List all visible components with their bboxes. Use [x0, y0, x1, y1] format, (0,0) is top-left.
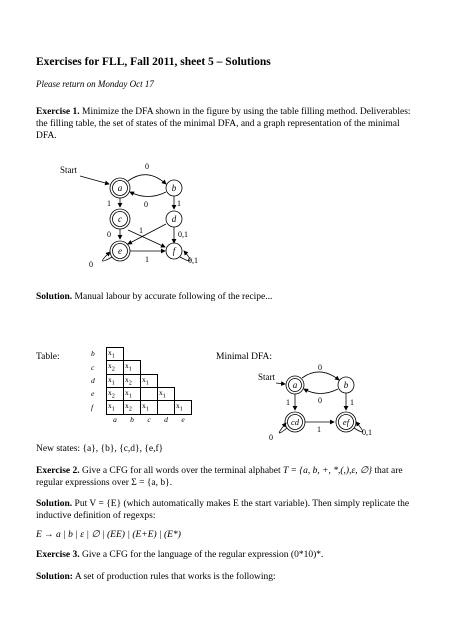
table-cell: $x_2$ [107, 361, 124, 374]
table-cell: $x_1$ [158, 387, 175, 400]
table-cell: $x_2$ [124, 401, 141, 414]
table-row-c [90, 361, 192, 374]
table-row-f [90, 401, 192, 414]
exercise-3-solution [36, 572, 420, 584]
dfa-label-d-f: 0,1 [178, 230, 188, 239]
page-title: Exercises for FLL, Fall 2011, sheet 5 – Solutions [36, 56, 271, 68]
table-row-d [90, 374, 192, 387]
dfa-edge-d-e [128, 224, 166, 244]
min-dfa-start-arrow [276, 383, 285, 384]
minimal-dfa-label: Minimal DFA: [216, 352, 273, 362]
table-label: Table: [36, 352, 60, 362]
exercise-3-statement [36, 550, 420, 562]
table-cell: $x_1$ [175, 401, 192, 414]
dfa-start-arrow [80, 176, 109, 184]
min-dfa-label-a-cd: 1 [286, 398, 290, 407]
dfa-state-a [110, 178, 130, 198]
dfa-label-c-f: 1 [139, 226, 143, 235]
min-dfa-label-a-b: 0 [318, 363, 322, 372]
svg-text:ef: ef [342, 417, 350, 427]
min-dfa-label-cd-loop: 0 [269, 433, 273, 442]
exercise-2-text-after: that are regular expressions over Σ = {a, b}. [36, 466, 403, 488]
exercise-2-solution-label: Solution. [36, 499, 73, 509]
svg-text:b: b [343, 380, 349, 390]
filling-table [90, 347, 192, 426]
exercise-1-solution-label: Solution. [36, 292, 73, 302]
return-note: Please return on Monday Oct 17 [36, 79, 154, 89]
table-cell: $x_1$ [124, 361, 141, 374]
svg-text:c: c [118, 214, 122, 224]
dfa-state-f [166, 243, 182, 259]
new-states-line [36, 444, 163, 456]
min-dfa-state-cd [285, 412, 305, 432]
min-dfa-loop-cd [279, 423, 287, 433]
dfa-edge-c-f [128, 230, 165, 247]
svg-text:a: a [292, 380, 298, 390]
exercise-1-statement [36, 107, 420, 143]
exercise-3-label: Exercise 3. [36, 550, 80, 560]
min-dfa-label-cd-ef: 1 [317, 425, 321, 434]
exercise-3-solution-label: Solution: [36, 572, 73, 582]
table-cell: $x_1$ [107, 348, 124, 361]
table-cell: $x_2$ [124, 374, 141, 387]
col-label-e: e [181, 415, 185, 425]
exercise-1-label: Exercise 1. [36, 107, 80, 117]
exercise-1-text: Minimize the DFA shown in the figure by using the table filling method. Deliverables: the filling table, the set of states of the minimal DFA, and a graph representation of the minimal DFA. [36, 107, 411, 141]
min-dfa-label-b-ef: 1 [350, 398, 354, 407]
dfa-label-c-e: 0 [107, 230, 111, 239]
table-row-e [90, 387, 192, 400]
svg-text:cd: cd [290, 417, 300, 427]
svg-text:b: b [171, 183, 177, 193]
table-cell: $x_1$ [107, 401, 124, 414]
svg-text:d: d [171, 214, 177, 224]
min-dfa-state-b [338, 377, 354, 393]
exercise-1-solution-text: Manual labour by accurate following of the recipe... [74, 292, 273, 302]
new-states-label: New states: [36, 444, 81, 454]
dfa-edge-b-a [130, 192, 166, 197]
new-states-value: {a}, {b}, {c,d}, {e,f} [82, 444, 164, 454]
min-dfa-state-a [286, 376, 304, 394]
col-label-b: b [130, 415, 134, 425]
min-dfa-state-ef [336, 412, 356, 432]
dfa-state-b [166, 180, 182, 196]
dfa-state-c [110, 209, 130, 229]
exercise-2-solution-text: Put V = {E} (which automatically makes E the start variable). Then simply replicate the inductive definition of regexps: [36, 499, 410, 521]
min-dfa-label-b-a: 0 [318, 396, 322, 405]
min-dfa-start-label: Start [258, 372, 275, 382]
min-dfa-label-ef-loop: 0,1 [362, 428, 372, 437]
table-cell: $x_2$ [107, 387, 124, 400]
minimal-dfa-diagram [250, 360, 385, 445]
table-column-labels [90, 414, 192, 426]
original-dfa-diagram [60, 155, 220, 275]
dfa-label-a-c: 1 [107, 199, 111, 208]
exercise-2-alphabet: T = {a, b, +, *,(,),ε, ∅} [283, 466, 373, 476]
min-dfa-edge-b-a [304, 389, 338, 394]
table-cell: $x_1$ [107, 374, 124, 387]
dfa-label-a-b: 0 [145, 162, 149, 171]
table-cell [158, 401, 175, 414]
dfa-label-e-loop: 0 [89, 260, 93, 269]
svg-text:e: e [118, 246, 122, 256]
dfa-label-b-a: 0 [144, 200, 148, 209]
dfa-state-d [166, 211, 182, 227]
exercise-2-text-before: Give a CFG for all words over the terminal alphabet [82, 466, 281, 476]
col-label-c: c [147, 415, 151, 425]
svg-text:f: f [172, 246, 176, 256]
table-cell [141, 387, 158, 400]
table-cell: $x_1$ [141, 374, 158, 387]
exercise-1-solution [36, 292, 420, 304]
regexp-grammar: E → a | b | ε | ∅ | (EE) | (E+E) | (E*) [36, 530, 181, 540]
col-label-d: d [164, 415, 168, 425]
table-row-b [90, 348, 192, 361]
row-label-f: f [91, 402, 94, 412]
row-label-c: c [91, 362, 95, 372]
table-cell: $x_1$ [124, 387, 141, 400]
row-label-b: b [91, 349, 95, 359]
dfa-edge-a-b [128, 175, 166, 184]
min-dfa-edge-a-b [302, 372, 339, 380]
dfa-state-e [110, 241, 130, 261]
dfa-label-b-d: 1 [177, 199, 181, 208]
row-label-e: e [91, 389, 95, 399]
dfa-label-e-f: 1 [145, 255, 149, 264]
row-label-d: d [91, 376, 95, 386]
exercise-2-statement [36, 466, 420, 490]
table-cell: $x_1$ [141, 401, 158, 414]
exercise-3-solution-text: A set of production rules that works is the following: [74, 572, 276, 582]
dfa-start-label: Start [60, 165, 77, 175]
dfa-label-f-loop: 0,1 [188, 256, 198, 265]
exercise-2-solution [36, 499, 420, 523]
exercise-2-label: Exercise 2. [36, 466, 80, 476]
exercise-3-text: Give a CFG for the language of the regular expression (0*10)*. [82, 550, 324, 560]
svg-text:a: a [117, 183, 123, 193]
col-label-a: a [113, 415, 117, 425]
